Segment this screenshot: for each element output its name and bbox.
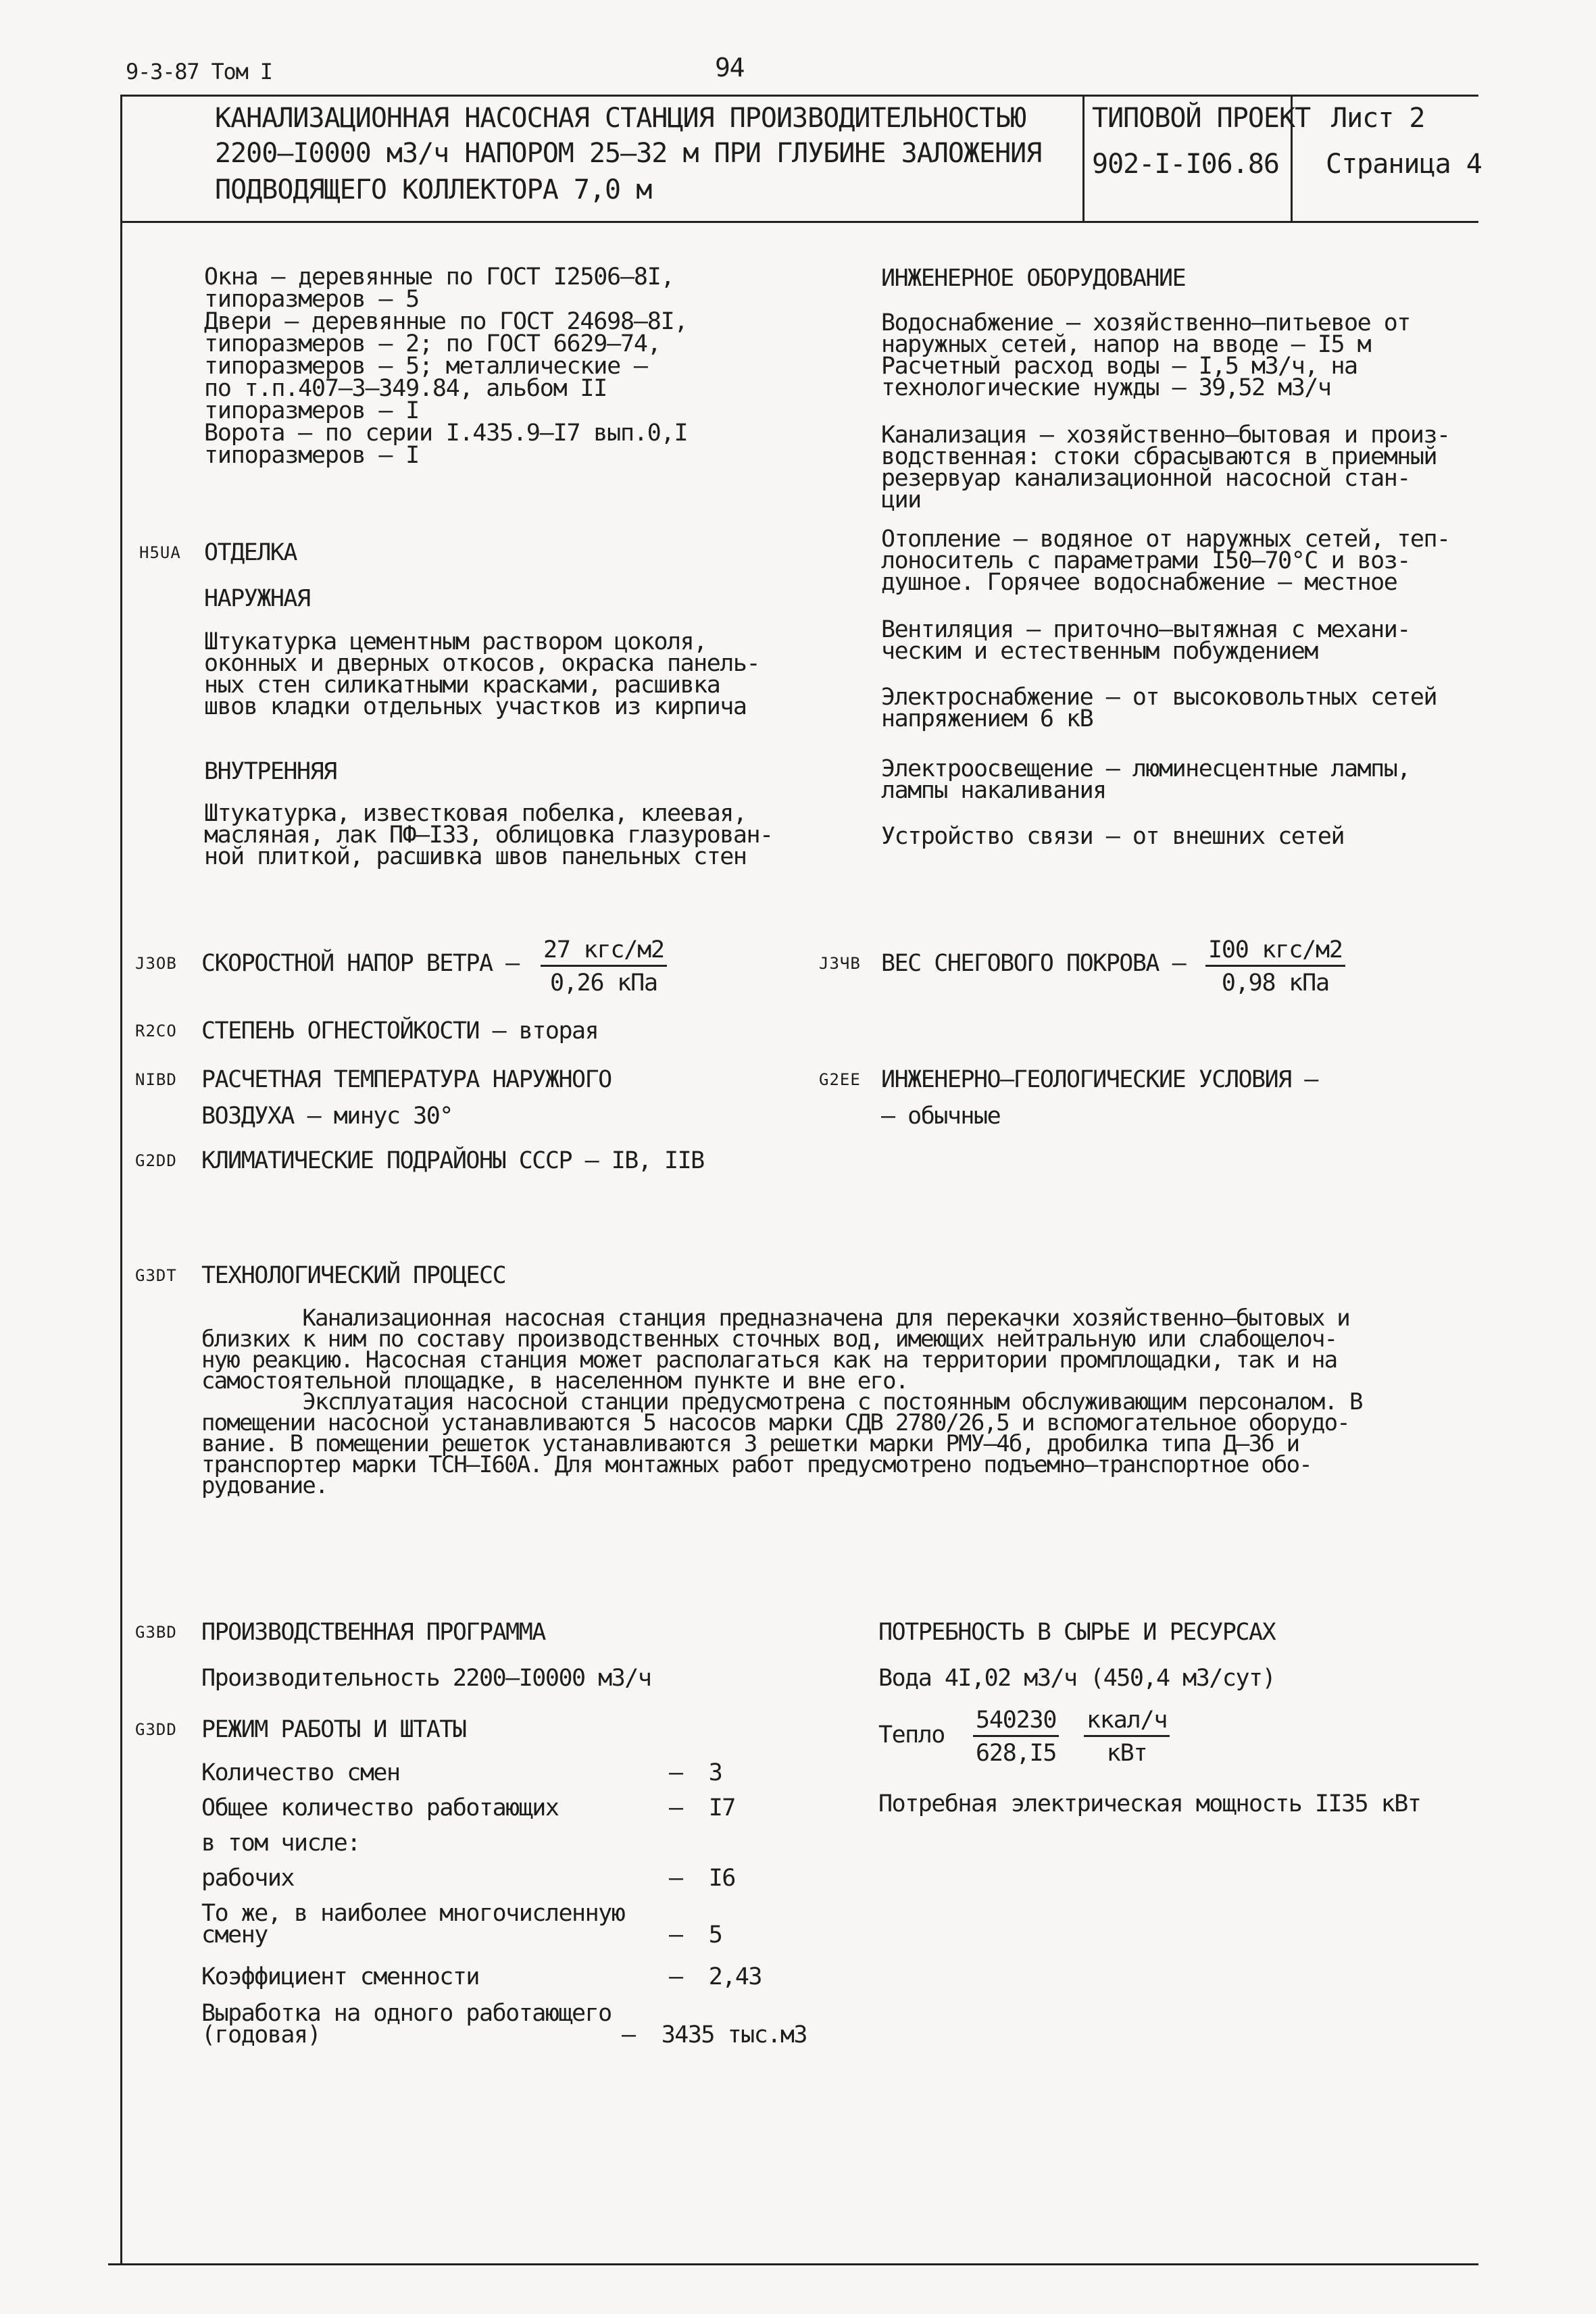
lighting-text: Электроосвещение – люминесцентные лампы, лампы накаливания xyxy=(881,755,1410,804)
staff-code: G3DD xyxy=(135,1720,177,1739)
program-text: Производительность 2200–I0000 м3/ч xyxy=(201,1665,651,1692)
interior-finish-title: ВНУТРЕННЯЯ xyxy=(204,758,336,785)
engineering-title: ИНЖЕНЕРНОЕ ОБОРУДОВАНИЕ xyxy=(881,265,1186,292)
geology-line-2: – обычные xyxy=(881,1103,1001,1130)
temperature-line-1: РАСЧЕТНАЯ ТЕМПЕРАТУРА НАРУЖНОГО xyxy=(201,1066,612,1093)
heat-value xyxy=(973,1707,1059,1767)
page-number: 94 xyxy=(715,53,745,82)
sheet-label: Лист 2 xyxy=(1331,103,1425,134)
heating-text: Отопление – водяное от наружных сетей, теп- лоноситель с параметрами I50–70°С и воз- душное. Горячее водоснабжение – местное xyxy=(881,526,1450,596)
interior-finish-text: Штукатурка, известковая побелка, клеевая, масляная, лак ПФ–I33, облицовка глазурован- ной плиткой, расшивка швов панельных стен xyxy=(204,800,773,870)
wind-value-kpa: 0,26 кПа xyxy=(549,970,657,997)
windows-doors-spec: Окна – деревянные по ГОСТ I2506–8I, типоразмеров – 5 Двери – деревянные по ГОСТ 24698–8I, типоразмеров – 2; по ГОСТ 6629–74, типоразмеров – 5; металлические – по т.п.407–3–349.84, альбом II типоразмеров – I Ворота – по серии I.435.9–I7 вып.0,I типоразмеров – I xyxy=(204,263,688,469)
resources-heat-label: Тепло xyxy=(878,1721,945,1749)
fire-code: R2CO xyxy=(135,1022,177,1040)
geology-code: G2EE xyxy=(819,1070,861,1089)
staff-row-value: – 5 xyxy=(669,1921,722,1948)
wind-code: J3OB xyxy=(135,954,177,973)
project-number: 902-I-I06.86 xyxy=(1092,149,1279,180)
geology-line-1: ИНЖЕНЕРНО–ГЕОЛОГИЧЕСКИЕ УСЛОВИЯ – xyxy=(881,1066,1318,1093)
program-title: ПРОИЗВОДСТВЕННАЯ ПРОГРАММА xyxy=(201,1619,545,1646)
staff-row-value: – 2,43 xyxy=(669,1963,762,1990)
staff-row-value: – 3435 тыс.м3 xyxy=(622,2021,807,2048)
power-supply-text: Электроснабжение – от высоковольтных сетей напряжением 6 кВ xyxy=(881,684,1437,732)
staff-row-value: – 3 xyxy=(669,1759,722,1786)
heat-units xyxy=(1084,1707,1170,1767)
staff-row-label: рабочих xyxy=(201,1865,295,1892)
heat-unit-kw: кВт xyxy=(1106,1740,1147,1767)
exterior-finish-title: НАРУЖНАЯ xyxy=(204,585,310,612)
heat-value-kcal: 540230 xyxy=(973,1707,1059,1737)
climate-zones: КЛИМАТИЧЕСКИЕ ПОДРАЙОНЫ СССР – IB, IIB xyxy=(201,1147,704,1174)
process-text: Канализационная насосная станция предназначена для перекачки хозяйственно–бытовых и близких к ним по составу производственных сточных вод, имеющих нейтральную или слабощелоч- ную реакцию. Насосная станция может располагаться как на территории промплощадки, так и на самостоятельной площадке, в населенном пункте и вне его. Эксплуатация насосной станции предусмотрена с постоянным обслуживающим персоналом. В помещении насосной устанавливаются 5 насосов марки СДВ 2780/26,5 и вспомогательное оборудо- вание. В помещении решеток устанавливаются 3 решетки марки РМУ–4б, дробилка типа Д–3б и транспортер марки ТСН–I60А. Для монтажных работ предусмотрено подъемно–транспортное обо- рудование. xyxy=(201,1305,1362,1499)
temperature-code: NIBD xyxy=(135,1070,177,1089)
staff-row-label: Выработка на одного работающего (годовая) xyxy=(201,2000,612,2048)
resources-water: Вода 4I,02 м3/ч (450,4 м3/сут) xyxy=(878,1665,1276,1692)
staff-row-label: в том числе: xyxy=(201,1830,360,1857)
snow-value-kpa: 0,98 кПа xyxy=(1221,970,1329,997)
header-title-line-1: КАНАЛИЗАЦИОННАЯ НАСОСНАЯ СТАНЦИЯ ПРОИЗВОДИТЕЛЬНОСТЬЮ xyxy=(215,103,1026,134)
resources-power: Потребная электрическая мощность II35 кВт xyxy=(878,1790,1421,1817)
project-label: ТИПОВОЙ ПРОЕКТ xyxy=(1092,103,1311,134)
snow-value xyxy=(1205,936,1345,997)
climate-code: G2DD xyxy=(135,1151,177,1170)
resources-title: ПОТРЕБНОСТЬ В СЫРЬЕ И РЕСУРСАХ xyxy=(878,1619,1276,1646)
wind-label: СКОРОСТНОЙ НАПОР ВЕТРА – xyxy=(201,950,519,977)
finish-title: ОТДЕЛКА xyxy=(204,539,297,566)
sewerage-text: Канализация – хозяйственно–бытовая и произ- водственная: стоки сбрасываются в приемный резервуар канализационной насосной стан- ции xyxy=(881,422,1450,513)
staff-row-label: То же, в наиболее многочисленную смену xyxy=(201,1900,625,1948)
header-title-line-3: ПОДВОДЯЩЕГО КОЛЛЕКТОРА 7,0 м xyxy=(215,174,652,205)
wind-value xyxy=(541,936,667,997)
temperature-line-2: ВОЗДУХА – минус 30° xyxy=(201,1103,453,1130)
staff-row-label: Коэффициент сменности xyxy=(201,1963,480,1990)
heat-value-kw: 628,I5 xyxy=(976,1740,1057,1767)
staff-row-value: – I7 xyxy=(669,1794,735,1821)
fire-resistance: СТЕПЕНЬ ОГНЕСТОЙКОСТИ – вторая xyxy=(201,1017,599,1045)
snow-value-kgs: I00 кгс/м2 xyxy=(1205,936,1345,967)
page-label: Страница 4 xyxy=(1326,149,1482,180)
staff-row-label: Общее количество работающих xyxy=(201,1794,559,1821)
water-supply-text: Водоснабжение – хозяйственно–питьевое от наружных сетей, напор на вводе – I5 м Расчетный расход воды – I,5 м3/ч, на технологические нужды – 39,52 м3/ч xyxy=(881,309,1410,401)
document-series: 9-3-87 Том I xyxy=(126,59,272,84)
exterior-finish-text: Штукатурка цементным раствором цоколя, оконных и дверных откосов, окраска панель- ных стен силикатными красками, расшивка швов кладки отдельных участков из кирпича xyxy=(204,628,760,720)
staff-row-label: Количество смен xyxy=(201,1759,400,1786)
snow-code: J3ЧB xyxy=(819,954,861,973)
header-title-line-2: 2200–I0000 м3/ч НАПОРОМ 25–32 м ПРИ ГЛУБИНЕ ЗАЛОЖЕНИЯ xyxy=(215,138,1042,169)
wind-value-kgs: 27 кгс/м2 xyxy=(541,936,667,967)
finish-code: H5UA xyxy=(139,543,181,562)
ventilation-text: Вентиляция – приточно–вытяжная с механи- ческим и естественным побуждением xyxy=(881,616,1410,665)
heat-unit-kcal: ккал/ч xyxy=(1084,1707,1170,1737)
communication-text: Устройство связи – от внешних сетей xyxy=(881,823,1345,850)
process-title: ТЕХНОЛОГИЧЕСКИЙ ПРОЦЕСС xyxy=(201,1262,506,1289)
program-code: G3BD xyxy=(135,1623,177,1642)
snow-label: ВЕС СНЕГОВОГО ПОКРОВА – xyxy=(881,950,1186,977)
staff-row-value: – I6 xyxy=(669,1865,735,1892)
process-code: G3DT xyxy=(135,1266,177,1285)
staff-title: РЕЖИМ РАБОТЫ И ШТАТЫ xyxy=(201,1716,466,1743)
